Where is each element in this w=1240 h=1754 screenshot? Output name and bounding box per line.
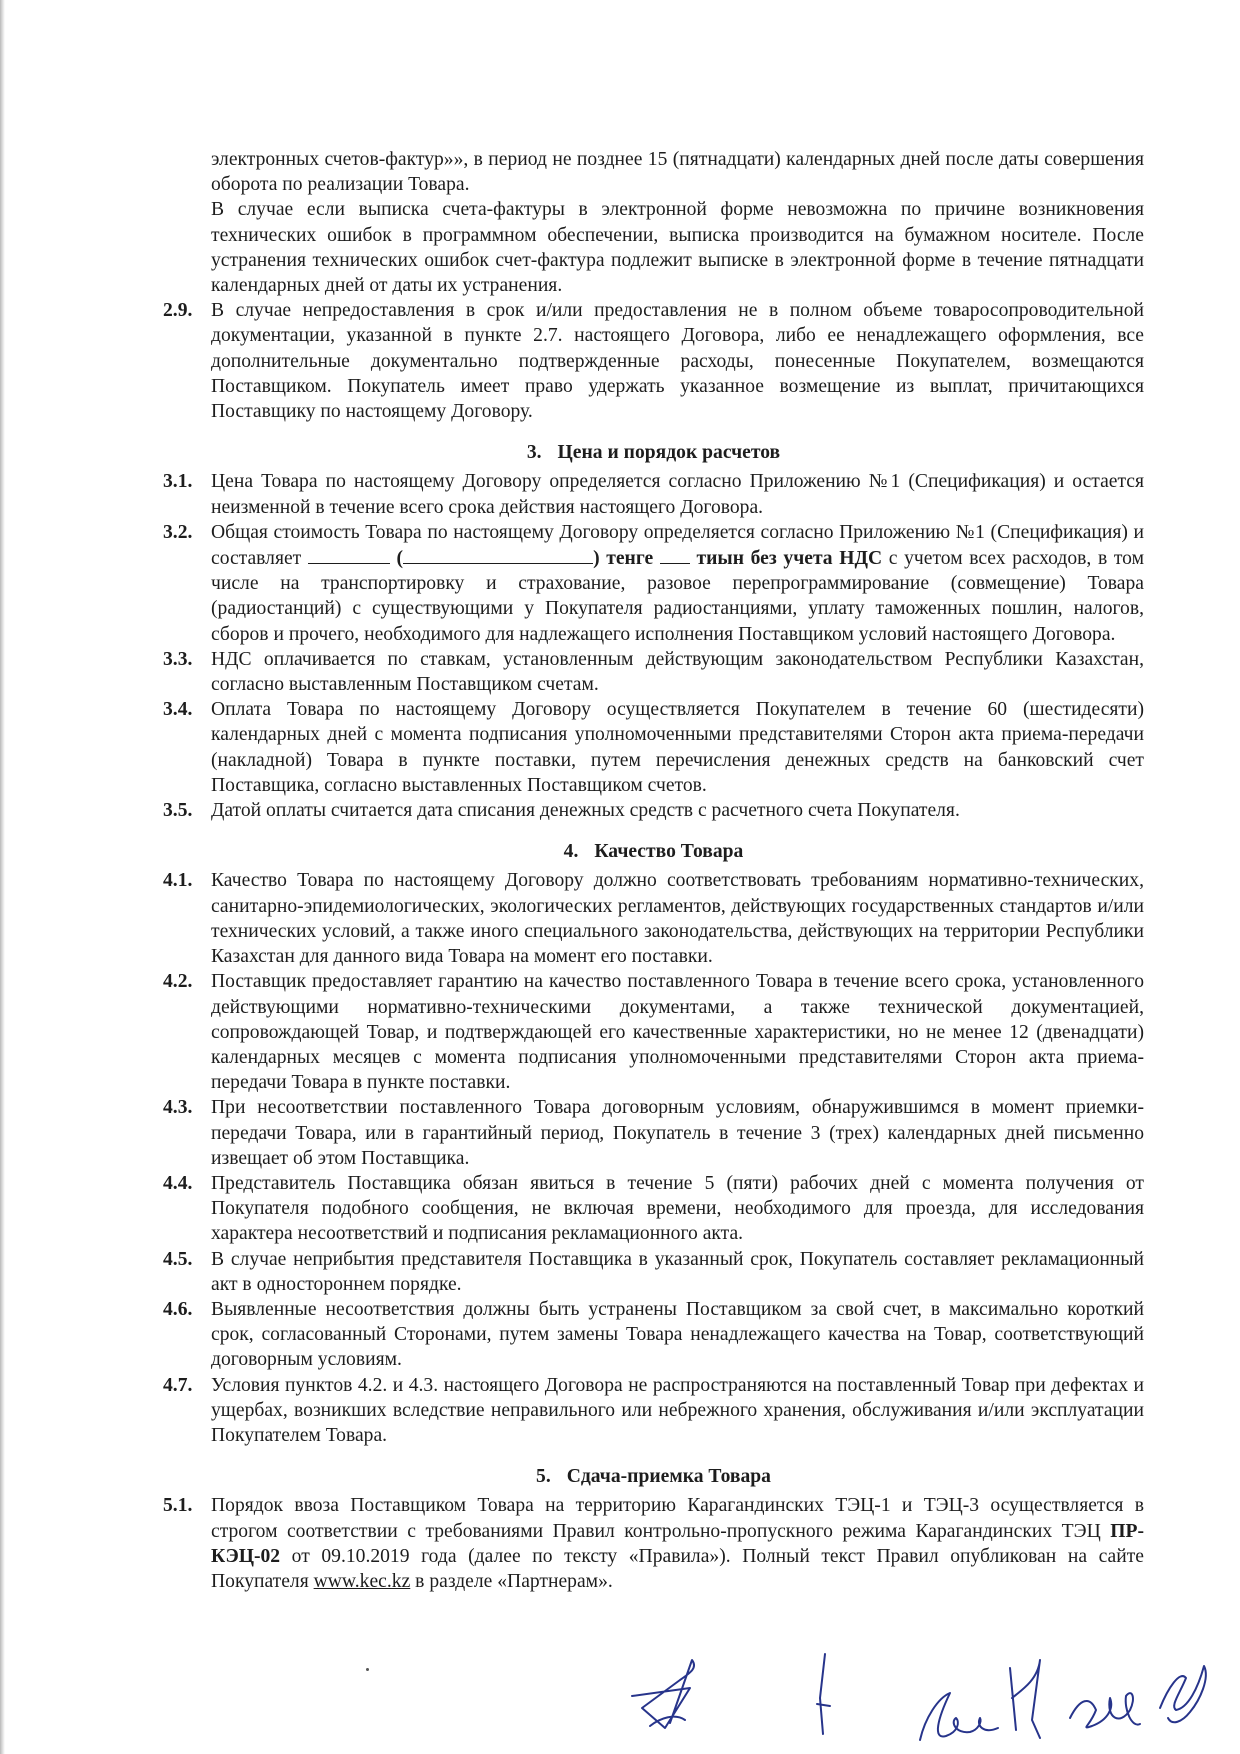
clause-number: 3.3.	[163, 648, 193, 670]
clause-text: Представитель Поставщика обязан явиться в течение 5 (пяти) рабочих дней с момента получения от Покупателя подобного сообщения, не включая времени, необходимого для проезда, для исследования характера несоответствий и подписания рекламационного акта.	[211, 1172, 1144, 1245]
clause-number: 3.2.	[163, 521, 193, 543]
clause-number: 4.7.	[163, 1374, 193, 1396]
tiyn-label: тиын без учета НДС	[689, 548, 883, 570]
section-number: 3.	[526, 442, 542, 464]
amount-blank	[308, 545, 390, 564]
intro-paragraph-1: электронных счетов-фактур»», в период не позднее 15 (пятнадцати) календарных дней после даты совершения оборота по реализации Товара.	[211, 149, 1144, 196]
handwritten-signatures	[620, 1648, 1220, 1748]
section-title: Сдача-приемка Товара	[566, 1466, 771, 1488]
section-number: 5.	[536, 1466, 551, 1488]
clause-text: Выявленные несоответствия должны быть устранены Поставщиком за свой счет, в максимально короткий срок, согласованный Сторонами, путем замены Товара ненадлежащего качества на Товар, соответствующий договорным условиям.	[211, 1298, 1144, 1371]
clause-text-part3: в разделе «Партнерам».	[410, 1570, 613, 1592]
clause-text: Поставщик предоставляет гарантию на качество поставленного Товара в течение всего срока, установленного действующими нормативно-техническими документами, а также технической документацией, сопровождающей Товар, и подтверждающей его качественные характеристики, но не менее 12 (двенадцати) календарных месяцев с момента подписания уполномоченными представителями Сторон акта приема-передачи Товара в пункте поставки.	[211, 971, 1144, 1094]
amount-words-blank	[403, 545, 593, 564]
clause-text-part2: с учетом всех расходов, в том числе на транспортировку и страхование, разовое перепрограммирование (совмещение) Товара (радиостанций) с существующими у Покупателя радиостанциями, уплату таможенных пошлин, налогов, сборов и прочего, необходимого для надлежащего исполнения Поставщиком условий настоящего Договора.	[211, 548, 1144, 645]
section-4-heading	[163, 839, 1144, 864]
clause-4-7	[163, 1373, 1144, 1449]
clause-3-2	[163, 520, 1144, 647]
clause-text-part2: от 09.10.2019 года (далее по тексту «Правила»). Полный текст Правил опубликован на сайте Покупателя	[211, 1545, 1144, 1592]
clause-number: 4.2.	[163, 971, 193, 993]
clause-number: 2.9.	[163, 300, 193, 322]
clause-4-5	[163, 1247, 1144, 1297]
clause-text-part1: Общая стоимость Товара по настоящему Договору определяется согласно Приложению №1 (Спецификация) и составляет	[211, 521, 1144, 570]
section-3-heading	[163, 440, 1144, 465]
clause-text: Цена Товара по настоящему Договору определяется согласно Приложению №1 (Спецификация) и остается неизменной в течение всего срока действия настоящего Договора.	[211, 471, 1144, 518]
clause-3-4	[163, 697, 1144, 798]
clause-text: В случае непредоставления в срок и/или предоставления не в полном объеме товаросопроводительной документации, указанной в пункте 2.7. настоящего Договора, либо ее ненадлежащего оформления, все дополнительные документально подтвержденные расходы, понесенные Покупателем, возмещаются Поставщиком. Покупатель имеет право удержать указанное возмещение из выплат, причитающихся Поставщику по настоящему Договору.	[211, 300, 1144, 423]
clause-number: 3.5.	[163, 800, 193, 822]
signatures-area	[620, 1648, 1220, 1748]
clause-2-9	[163, 298, 1144, 424]
clause-5-1	[163, 1493, 1144, 1594]
section-number: 4.	[563, 841, 579, 863]
clause-number: 4.3.	[163, 1097, 193, 1119]
tiyn-blank	[660, 545, 690, 564]
clause-text: В случае неприбытия представителя Поставщика в указанный срок, Покупатель составляет рекламационный акт в одностороннем порядке.	[211, 1248, 1144, 1295]
clause-number: 3.4.	[163, 699, 193, 721]
tenge-label: ) тенге	[593, 548, 660, 570]
clause-text: НДС оплачивается по ставкам, установленным действующим законодательством Республики Казахстан, согласно выставленным Поставщиком счетам.	[211, 648, 1144, 696]
clause-number: 4.1.	[163, 870, 193, 892]
scan-speck	[366, 1668, 369, 1671]
clause-text: Качество Товара по настоящему Договору должно соответствовать требованиям нормативно-технических, санитарно-эпидемиологических, экологических регламентов, действующих государственных стандартов и/или технических условий, а также иного специального законодательства, действующих на территории Республики Казахстан для данного вида Товара на момент его поставки.	[211, 870, 1144, 968]
clause-4-6	[163, 1297, 1144, 1373]
clause-text: Условия пунктов 4.2. и 4.3. настоящего Договора не распространяются на поставленный Товар при дефектах и ущербах, возникших вследствие неправильного или небрежного хранения, обслуживания и/или эксплуатации Покупателем Товара.	[211, 1374, 1144, 1446]
clause-4-2	[163, 969, 1144, 1095]
clause-4-1	[163, 868, 1144, 969]
clause-number: 4.4.	[163, 1172, 193, 1194]
clause-number: 4.6.	[163, 1298, 193, 1320]
scan-edge	[0, 0, 5, 1754]
document-page	[163, 147, 1144, 1594]
clause-text: Датой оплаты считается дата списания денежных средств с расчетного счета Покупателя.	[211, 800, 960, 822]
clause-4-4	[163, 1171, 1144, 1247]
clause-3-1	[163, 469, 1144, 519]
clause-text-part1: Порядок ввоза Поставщиком Товара на территорию Карагандинских ТЭЦ-1 и ТЭЦ-3 осуществляется в строгом соответствии с требованиями Правил контрольно-пропускного режима Карагандинских ТЭЦ	[211, 1495, 1144, 1542]
intro-paragraph-2: В случае если выписка счета-фактуры в электронной форме невозможна по причине возникновения технических ошибок в программном обеспечении, выписка производится на бумажном носителе. После устранения технических ошибок счет-фактура подлежит выписке в электронной форме в течение пятнадцати календарных дней от даты их устранения.	[211, 199, 1144, 297]
clause-3-5	[163, 798, 1144, 823]
section-5-heading	[163, 1464, 1144, 1489]
paren-open: (	[389, 548, 404, 570]
clause-text: При несоответствии поставленного Товара договорным условиям, обнаружившимся в момент приемки-передачи Товара, или в гарантийный период, Покупатель в течение 3 (трех) календарных дней письменно извещает об этом Поставщика.	[211, 1097, 1144, 1169]
clause-number: 4.5.	[163, 1248, 193, 1270]
clause-3-3	[163, 647, 1144, 697]
clause-4-3	[163, 1095, 1144, 1171]
website-link[interactable]: www.kec.kz	[313, 1570, 411, 1592]
clause-number: 5.1.	[163, 1495, 193, 1517]
section-title: Качество Товара	[594, 841, 744, 863]
section-title: Цена и порядок расчетов	[557, 442, 781, 464]
rules-code: ПР-КЭЦ-02	[211, 1520, 1144, 1567]
clause-text: Оплата Товара по настоящему Договору осуществляется Покупателем в течение 60 (шестидесяти) календарных дней с момента подписания уполномоченными представителями Сторон акта приема-передачи (накладной) Товара в пункте поставки, путем перечисления денежных средств на банковский счет Поставщика, согласно выставленных Поставщиком счетов.	[211, 699, 1144, 796]
clause-number: 3.1.	[163, 471, 193, 493]
